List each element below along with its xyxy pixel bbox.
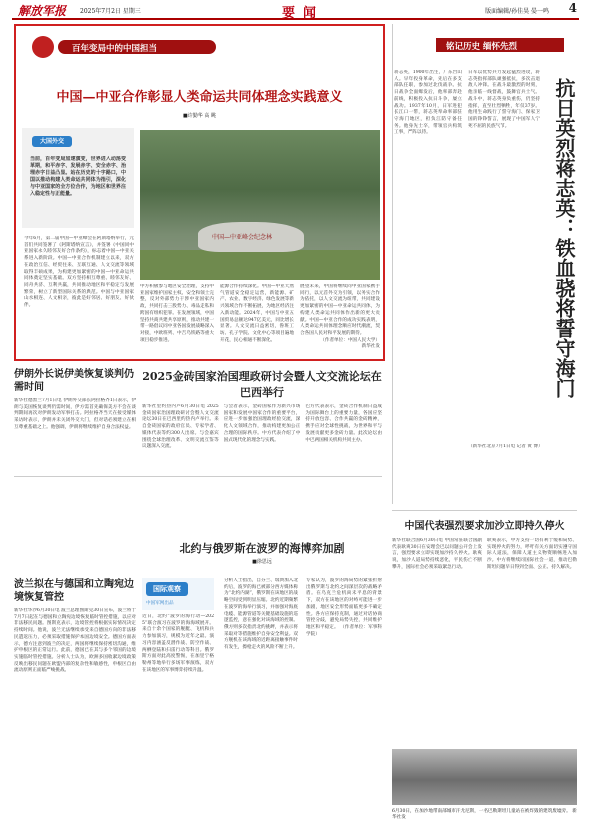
lead-summary: 当前，百年变局加速演变，世界进入动荡变革期，和平赤字、发展赤字、安全赤字、治理赤字日益凸显。站在历史的十字路口，中国以推动构建人类命运共同体为指引，深化与中亚国家的全方位合作，为地区和世界注入稳定性与正能量。	[30, 156, 126, 197]
column-tag: 国际观察	[146, 582, 188, 596]
section-title: 要闻	[282, 6, 325, 21]
lead-body-col1: 今年6月，第二届中国—中亚峰会在阿斯塔纳举行，元首们共同签署了《阿斯塔纳宣言》，并签署《中国同中亚国家永久睦邻友好合作条约》，标志着中国—中亚关系进入新阶段。中国—中亚合作机制建立以来，双方在政治互信、经贸往来、互联互通、人文交流等领域取得丰硕成果，为构建更加紧密的中国—中亚命运共同体奠定坚实基础。双方坚持相互尊重、睦邻友好、同舟共济、互利共赢，共同推动地区和平稳定与发展繁荣，树立了新型国际关系的典范。中国与中亚国家山水相连、人文相亲，彼此是好邻居、好朋友、好伙伴。	[24, 236, 134, 309]
lead-photo	[140, 130, 380, 280]
article-brics-col1: 新华社里约热内卢6月30日电 2025金砖国家治国理政研讨会暨人文交流论坛30日在巴西里约热内卢举行。来自金砖国家的政府官员、专家学者、媒体代表等约300人出席。与会嘉宾围绕全球治理改革、文明交流互鉴等议题深入交流。	[142, 404, 219, 450]
martyr-source: （新华社北京7月1日电 记者 黄 博）	[468, 444, 543, 449]
lead-summary-box	[22, 128, 134, 228]
column-tag-sub: 中国军网出品	[146, 601, 174, 606]
article-poland[interactable]	[14, 578, 136, 824]
lead-body-col4-text: 展望未来，中国将继续同中亚国家携手同行，以元首外交为引领，以务实合作为依托，以人文交流为纽带，共同建设更加紧密的中国—中亚命运共同体，为构建人类命运共同体作出新的更大贡献。中国—中亚合作的成功实践表明，人类命运共同体理念顺应时代潮流，契合各国人民对和平发展的期待。	[300, 284, 380, 336]
column-tag-box	[142, 578, 214, 610]
article-brics-title[interactable]: 2025金砖国家治国理政研讨会暨人文交流论坛在巴西举行	[142, 370, 382, 399]
author-affiliation: （作者单位：中国人民大学）	[320, 337, 380, 343]
page-number: 4	[568, 1, 577, 15]
article-baltic-title[interactable]: 北约与俄罗斯在波罗的海博弈加剧	[179, 542, 345, 555]
article-baltic-source: （作者单位：军事科学院）	[306, 624, 382, 637]
lead-story[interactable]	[14, 24, 385, 361]
article-gaza-col1: 新华社联合国6月30日电 中国常驻联合国副代表耿爽30日在安理会巴以问题公开会上发言，强烈要求立即实现加沙持久停火。耿爽说，加沙人道局势持续恶化，平民伤亡不断攀升，国际社会必须采取紧急行动。	[392, 538, 482, 570]
martyr-title[interactable]: 抗日英烈蒋志英：铁血骁将誓守海门	[552, 78, 576, 398]
article-baltic-col3-text: 专家认为，波罗的海局势的紧张折射出俄罗斯与北约之间深层次的战略矛盾。在乌克兰危机尚未平息的背景下，双方在该地区的对峙可能进一步加剧，地区安全形势面临更多不确定性。各方应保持克制，通过对话协商管控分歧，避免局势失控，共同维护地区和平稳定。	[306, 578, 382, 630]
lead-body-col2: 中方积极参与地区安全治理，支持中亚国家维护国家主权、安全和领土完整，反对外部势力干涉中亚国家内政，共同打击三股势力、毒品走私和跨国有组织犯罪。在发展领域，中国坚持共商共建共享原则，推动共建一带一路倡议同中亚各国发展战略深入对接，中欧班列、中吉乌铁路等重大项目稳步推进。	[140, 284, 214, 343]
article-gaza-title[interactable]: 中国代表强烈要求加沙立即持久停火	[404, 521, 565, 532]
article-baltic-byline: ■徐思远	[252, 559, 272, 565]
article-gaza-photo	[392, 749, 577, 805]
martyr-col2: 日军以优势兵力发起猛烈进攻，蒋志英指挥部队顽强抵抗，多次击退敌人冲锋。在战斗最激烈的时刻，他亲临一线督战，鼓舞官兵士气。战斗中，蒋志英身负重伤，仍坚持指挥，直至壮烈牺牲，年仅37岁。他用生命践行了誓守海门、保家卫国的铮铮誓言，展现了中国军人宁死不屈的民族气节。	[468, 70, 540, 129]
article-gaza-caption: 6月30日，在加沙地带南部城市汗尤尼斯，一名巴勒斯坦儿童站在被炸毁的建筑废墟旁。 新华社发	[392, 809, 577, 820]
article-iran-title[interactable]: 伊朗外长说伊美恢复谈判仍需时间	[14, 369, 134, 393]
article-baltic-col2: 分析人士指出，自芬兰、瑞典加入北约后，波罗的海已被部分西方媒体称为“北约内湖”，俄罗斯在该地区的战略空间受到明显压缩。北约近期频繁在波罗的海举行演习，并加强对海底电缆、能源管道等关键基础设施的巡逻监控，意在强化对该海域的控制。俄方则多次指责北约挑衅，并表示将采取对等措施维护自身安全利益。双方舰机在该海域的近距离接触事件时有发生，擦枪走火的风险不断上升。	[224, 578, 298, 651]
article-gaza[interactable]	[392, 510, 577, 826]
lead-headline[interactable]: 中国—中亚合作彰显人类命运共同体理念实践意义	[56, 90, 343, 105]
article-baltic-col3	[306, 578, 382, 822]
article-brics-col3: 巴方代表表示，金砖合作机制日益成为国际舞台上的重要力量，各国应坚持开放包容、合作共赢的金砖精神，携手应对全球性挑战，为世界和平与发展贡献更多金砖力量。此次论坛由中巴两国相关机构共同主办。	[305, 404, 383, 443]
stone-inscription: 中国—中亚峰会纪念林	[212, 234, 273, 241]
memorial-stone	[198, 222, 304, 252]
lead-byline: ■许勤华 高 眺	[183, 113, 216, 119]
article-baltic[interactable]	[142, 540, 382, 824]
photo-lawn	[140, 250, 380, 280]
category-tag: 大国外交	[32, 136, 72, 147]
section-rule	[14, 476, 382, 477]
article-brics-col2: 与会者表示，金砖国家作为新兴市场国家和发展中国家合作的重要平台，应进一步加强治国理政经验交流，深化人文领域合作，推动构建更加公正合理的国际秩序。中方代表介绍了中国式现代化的理念与实践。	[223, 404, 301, 443]
article-poland-title[interactable]: 波兰拟在与德国和立陶宛边境恢复管控	[14, 579, 134, 603]
article-baltic-col1: 近日，北约“波罗的海行动—2025”联合演习在波罗的海海域展开。来自十余个国家的舰艇、飞机和兵力参加演习，规模为近年之最。演习内容涵盖反潜作战、防空作战、两栖登陆和扫雷行动等科目。俄罗斯方面对此高度警惕，在加里宁格勒州等地举行多场军事演练，双方在该地区的军事博弈持续升温。	[142, 614, 214, 673]
martyr-col1: 蒋志英，1900年出生，广东台山人。早年投身革命，先后在多支部队任职，参加过北伐战争。抗日战争全面爆发后，他率部奔赴前线，积极投入抗日斗争，屡立战功。1937年10月，日军进犯长江口一带，蒋志英奉命率部驻守海门地区，担负江防守备任务。他身先士卒，带领官兵构筑工事，严阵以待。	[394, 70, 462, 136]
page-header	[12, 0, 579, 20]
banner-text: 百年变局中的中国担当	[72, 44, 158, 54]
article-gaza-col2: 耿爽表示，中方支持一切有利于缓和局势、实现停火的努力，呼吁有关方面切实遵守国际人道法，保障人道主义物资顺畅进入加沙。中方将继续同国际社会一道，推动巴勒斯坦问题早日得到全面、公正、持久解决。	[487, 538, 577, 570]
column-banner	[58, 40, 216, 54]
martyr-banner-text: 铭记历史 缅怀先烈	[446, 42, 517, 52]
article-brics[interactable]	[142, 368, 382, 468]
banner-pin-icon	[32, 36, 54, 58]
photo-credit: 新华社发	[361, 344, 380, 350]
article-poland-body: 新华社华沙6月30日电 波兰总理图斯克30日宣布，波兰将于7月7日起在与德国和立陶宛边境恢复临时管控措施，以应对非法移民问题。图斯克表示，边境管控将根据实际情况决定持续时间。他说，波兰无法继续承受来自德国方向的非法移民遣返压力，必须采取措施保护本国边境安全。德国方面表示，德方注意到波兰的决定，两国将继续保持密切沟通，维护申根区的正常运行。此前，德国已在其与多个邻国的边境实施临时管控措施。分析人士认为，欧洲多国收紧边境政策反映出移民问题在欧盟内部的复杂性和敏感性，申根区自由流动原则正面临严峻挑战。	[14, 608, 136, 674]
newspaper-logo: 解放军报	[18, 4, 67, 18]
martyr-banner	[436, 38, 564, 52]
article-martyr[interactable]	[392, 24, 577, 504]
page-editors: 版面编辑/孙佳昊 晏一鸣	[485, 8, 549, 15]
article-iran[interactable]	[14, 368, 136, 472]
article-iran-body: 新华社德黑兰7月1日电 伊朗外交部长阿拉格齐1日表示，伊朗与美国恢复谈判仍需时间，伊方需首先确保美方不会在谈判期间再次对伊朗发动军事打击。阿拉格齐当天在接受媒体采访时表示，伊朗并未关闭外交大门，但对话必须建立在相互尊重基础之上。他强调，伊朗将继续维护自身合法权益。	[14, 398, 136, 430]
lead-body-col4	[300, 284, 380, 354]
issue-date: 2025年7月2日 星期三	[80, 8, 141, 15]
lead-body-col3: 能源合作持续深化。中国—中亚天然气管道安全稳定运营，新能源、矿产、农业、数字经济、绿色发展等新兴领域合作不断拓展，为地区经济注入新动能。2024年，中国与中亚五国贸易总额达947亿美元，同比增长显著。人文交流日益密切，鲁班工坊、孔子学院、文化中心等项目遍地开花，民心相通不断深化。	[220, 284, 294, 343]
